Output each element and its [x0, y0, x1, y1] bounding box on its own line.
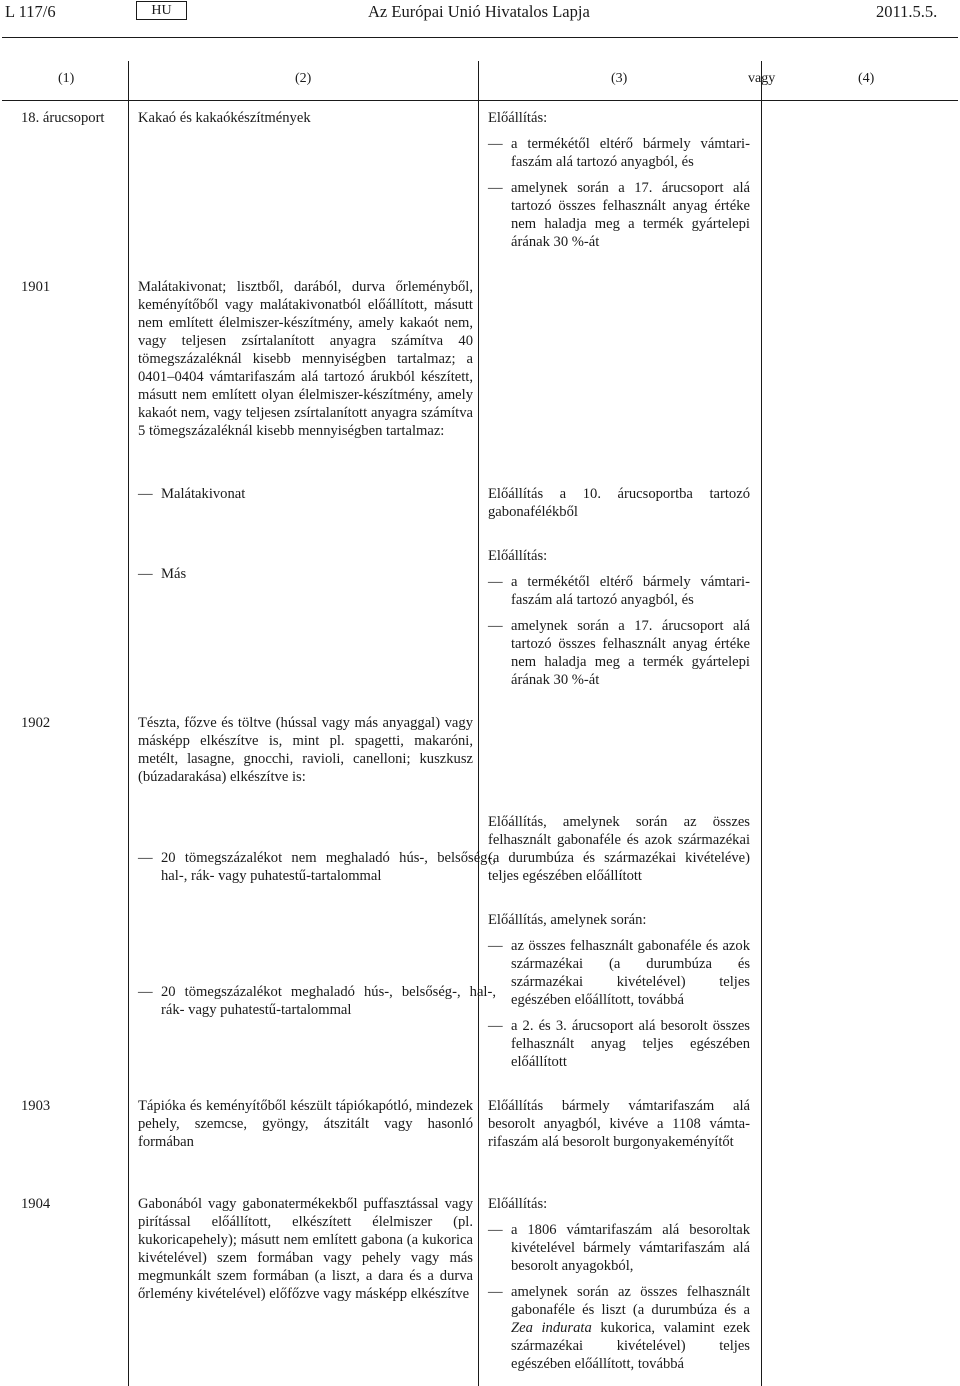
column-divider-2	[478, 61, 479, 1386]
sub-item-rule	[488, 547, 750, 689]
journal-title: Az Európai Unió Hivatalos Lapja	[368, 2, 590, 21]
row-code: 18. árucsoport	[21, 110, 105, 126]
row-rule	[488, 1195, 750, 1373]
sub-item-rule: Előállítás, amelynek során az összes felhasznált gabonaféle és azok származékai (a durumbúza és származékai kivételéve) teljes egészében előállított	[488, 814, 750, 884]
rule-item-text: amelynek során a 17. árucsoport alá tartozó összes felhasznált anyag értéke nem haladja meg a termék gyártelepi árának 30 %-át	[511, 180, 750, 250]
rule-item	[488, 1017, 750, 1071]
dash-mark: —	[488, 136, 503, 152]
rule-item-text: amelynek során a 17. árucsoport alá tartozó összes felhasznált anyag értéke nem haladja meg a termék gyártelepi árának 30 %-át	[511, 618, 750, 688]
dash-mark: —	[138, 486, 153, 502]
column-header-3: (3)	[611, 71, 628, 86]
rule-item	[488, 573, 750, 609]
rule-item-text: a termékétől eltérő bármely vámtarifaszám alá tartozó anyagból, és	[511, 574, 750, 608]
rule-intro: Előállítás:	[488, 110, 548, 126]
page-reference: L 117/6	[5, 2, 56, 21]
sub-item-description	[138, 485, 496, 503]
language-badge: HU	[136, 1, 187, 20]
row-description: Malátakivonat; lisztből, darából, durva őrleményből, keményítőből vagy malátakivonatból előállított, másutt nem említett élelmiszer-készítmény, amely kakaót nem, vagy teljesen zsírtalanított anyagra számítva 40 tömegszázaléknál kisebb mennyiségben tartalmaz; a 0401–0404 vámtarifaszám alá tartozó árukból készített, másutt nem említett olyan élelmiszer-készítmény, amely kakaót nem, vagy teljesen zsírtalanított anyagra számítva 5 tömegszázaléknál kisebb mennyiségben tartalmaz:	[138, 279, 473, 439]
column-header-4: (4)	[858, 71, 875, 86]
column-header-or: vagy	[748, 71, 776, 86]
header-rule	[2, 37, 958, 38]
rule-item-text: a 2. és 3. árucsoport alá besorolt összes felhasznált anyag teljes egészében előállított	[511, 1018, 750, 1070]
rule-item	[488, 1221, 750, 1275]
rule-item-text: amelynek során az összes felhasznált gabonaféle és liszt (a durumbúza és a	[511, 1284, 750, 1318]
dash-mark: —	[488, 574, 503, 590]
rule-intro: Előállítás:	[488, 1196, 548, 1212]
dash-mark: —	[488, 938, 503, 954]
sub-item-rule: Előállítás a 10. árucsoportba tartozó gabonafélékből	[488, 486, 750, 520]
column-divider-1	[128, 61, 129, 1386]
row-description: Gabonából vagy gabonatermékekből puffasztással vagy pirítással előállított, elkészített élelmiszer (pl. kukoricapehely); másutt nem említett gabona (a kukorica kivételével) szem formában vagy pehely vagy más megmunkált szem formában (a liszt, a dara és a durva őrlemény kivételével) előfőzve vagy másképp elkészítve	[138, 1196, 473, 1302]
rule-intro: Előállítás:	[488, 548, 548, 564]
dash-mark: —	[138, 850, 153, 866]
column-header-2: (2)	[295, 71, 312, 86]
column-divider-3	[761, 61, 762, 1386]
row-rule: Előállítás bármely vámtarifaszám alá besorolt anyagból, kivéve a 1108 vámtarifaszám alá besorolt burgonyakeményítőt	[488, 1098, 750, 1150]
sub-item-rule	[488, 911, 750, 1071]
row-description: Tápióka és keményítőből készült tápiókapótló, mindezek pehely, szemcse, gyöngy, átszitált vagy hasonló formában	[138, 1098, 473, 1150]
rule-item	[488, 617, 750, 689]
rule-item	[488, 1283, 750, 1373]
rule-item	[488, 937, 750, 1009]
sub-item-text: 20 tömegszázalékot nem meghaladó hús-, belsőség-, hal-, rák- vagy puhatestű-tartalommal	[161, 850, 496, 884]
dash-mark: —	[138, 566, 153, 582]
dash-mark: —	[138, 984, 153, 1000]
rule-intro: Előállítás, amelynek során:	[488, 912, 647, 928]
dash-mark: —	[488, 1018, 503, 1034]
row-code: 1902	[21, 715, 51, 731]
table-header-rule	[2, 100, 958, 101]
rule-item-text: a termékétől eltérő bármely vámtarifaszám alá tartozó anyagból, és	[511, 136, 750, 170]
row-description: Kakaó és kakaókészítmények	[138, 110, 311, 126]
rule-item-text: az összes felhasznált gabonaféle és azok származékai (a durumbúza és származékai kivételével) teljes egészében előállított, továbbá	[511, 938, 750, 1008]
sub-item-description	[138, 565, 496, 583]
dash-mark: —	[488, 618, 503, 634]
publication-date: 2011.5.5.	[876, 2, 938, 21]
row-rule	[488, 109, 750, 251]
dash-mark: —	[488, 180, 503, 196]
rule-item-text: a 1806 vámtarifaszám alá besoroltak kivételével bármely vámtarifaszám alá besorolt anyagokból,	[511, 1222, 750, 1274]
column-header-1: (1)	[58, 71, 75, 86]
sub-item-text: Más	[161, 566, 187, 582]
sub-item-description	[138, 983, 496, 1019]
sub-item-text: Malátakivonat	[161, 486, 246, 502]
sub-item-text: 20 tömegszázalékot meghaladó hús-, belsőség-, hal-, rák- vagy puhatestű-tartalommal	[161, 984, 496, 1018]
sub-item-description	[138, 849, 496, 885]
row-code: 1903	[21, 1098, 51, 1114]
rule-item-italic-term: Zea indurata	[511, 1320, 592, 1336]
row-description: Tészta, főzve és töltve (hússal vagy más anyaggal) vagy másképp elkészítve is, mint pl. spagetti, makaróni, metélt, lasagne, gnocchi, ravioli, canelloni; kuszkusz (búzadarakása) elkészítve is:	[138, 715, 473, 785]
row-code: 1901	[21, 279, 51, 295]
dash-mark: —	[488, 1284, 503, 1300]
dash-mark: —	[488, 1222, 503, 1238]
rule-item	[488, 135, 750, 171]
row-code: 1904	[21, 1196, 51, 1212]
rule-item-text: kukorica, valamint ezek származékai kivételével) teljes egészében előállított, továbbá	[511, 1320, 751, 1372]
rule-item	[488, 179, 750, 251]
